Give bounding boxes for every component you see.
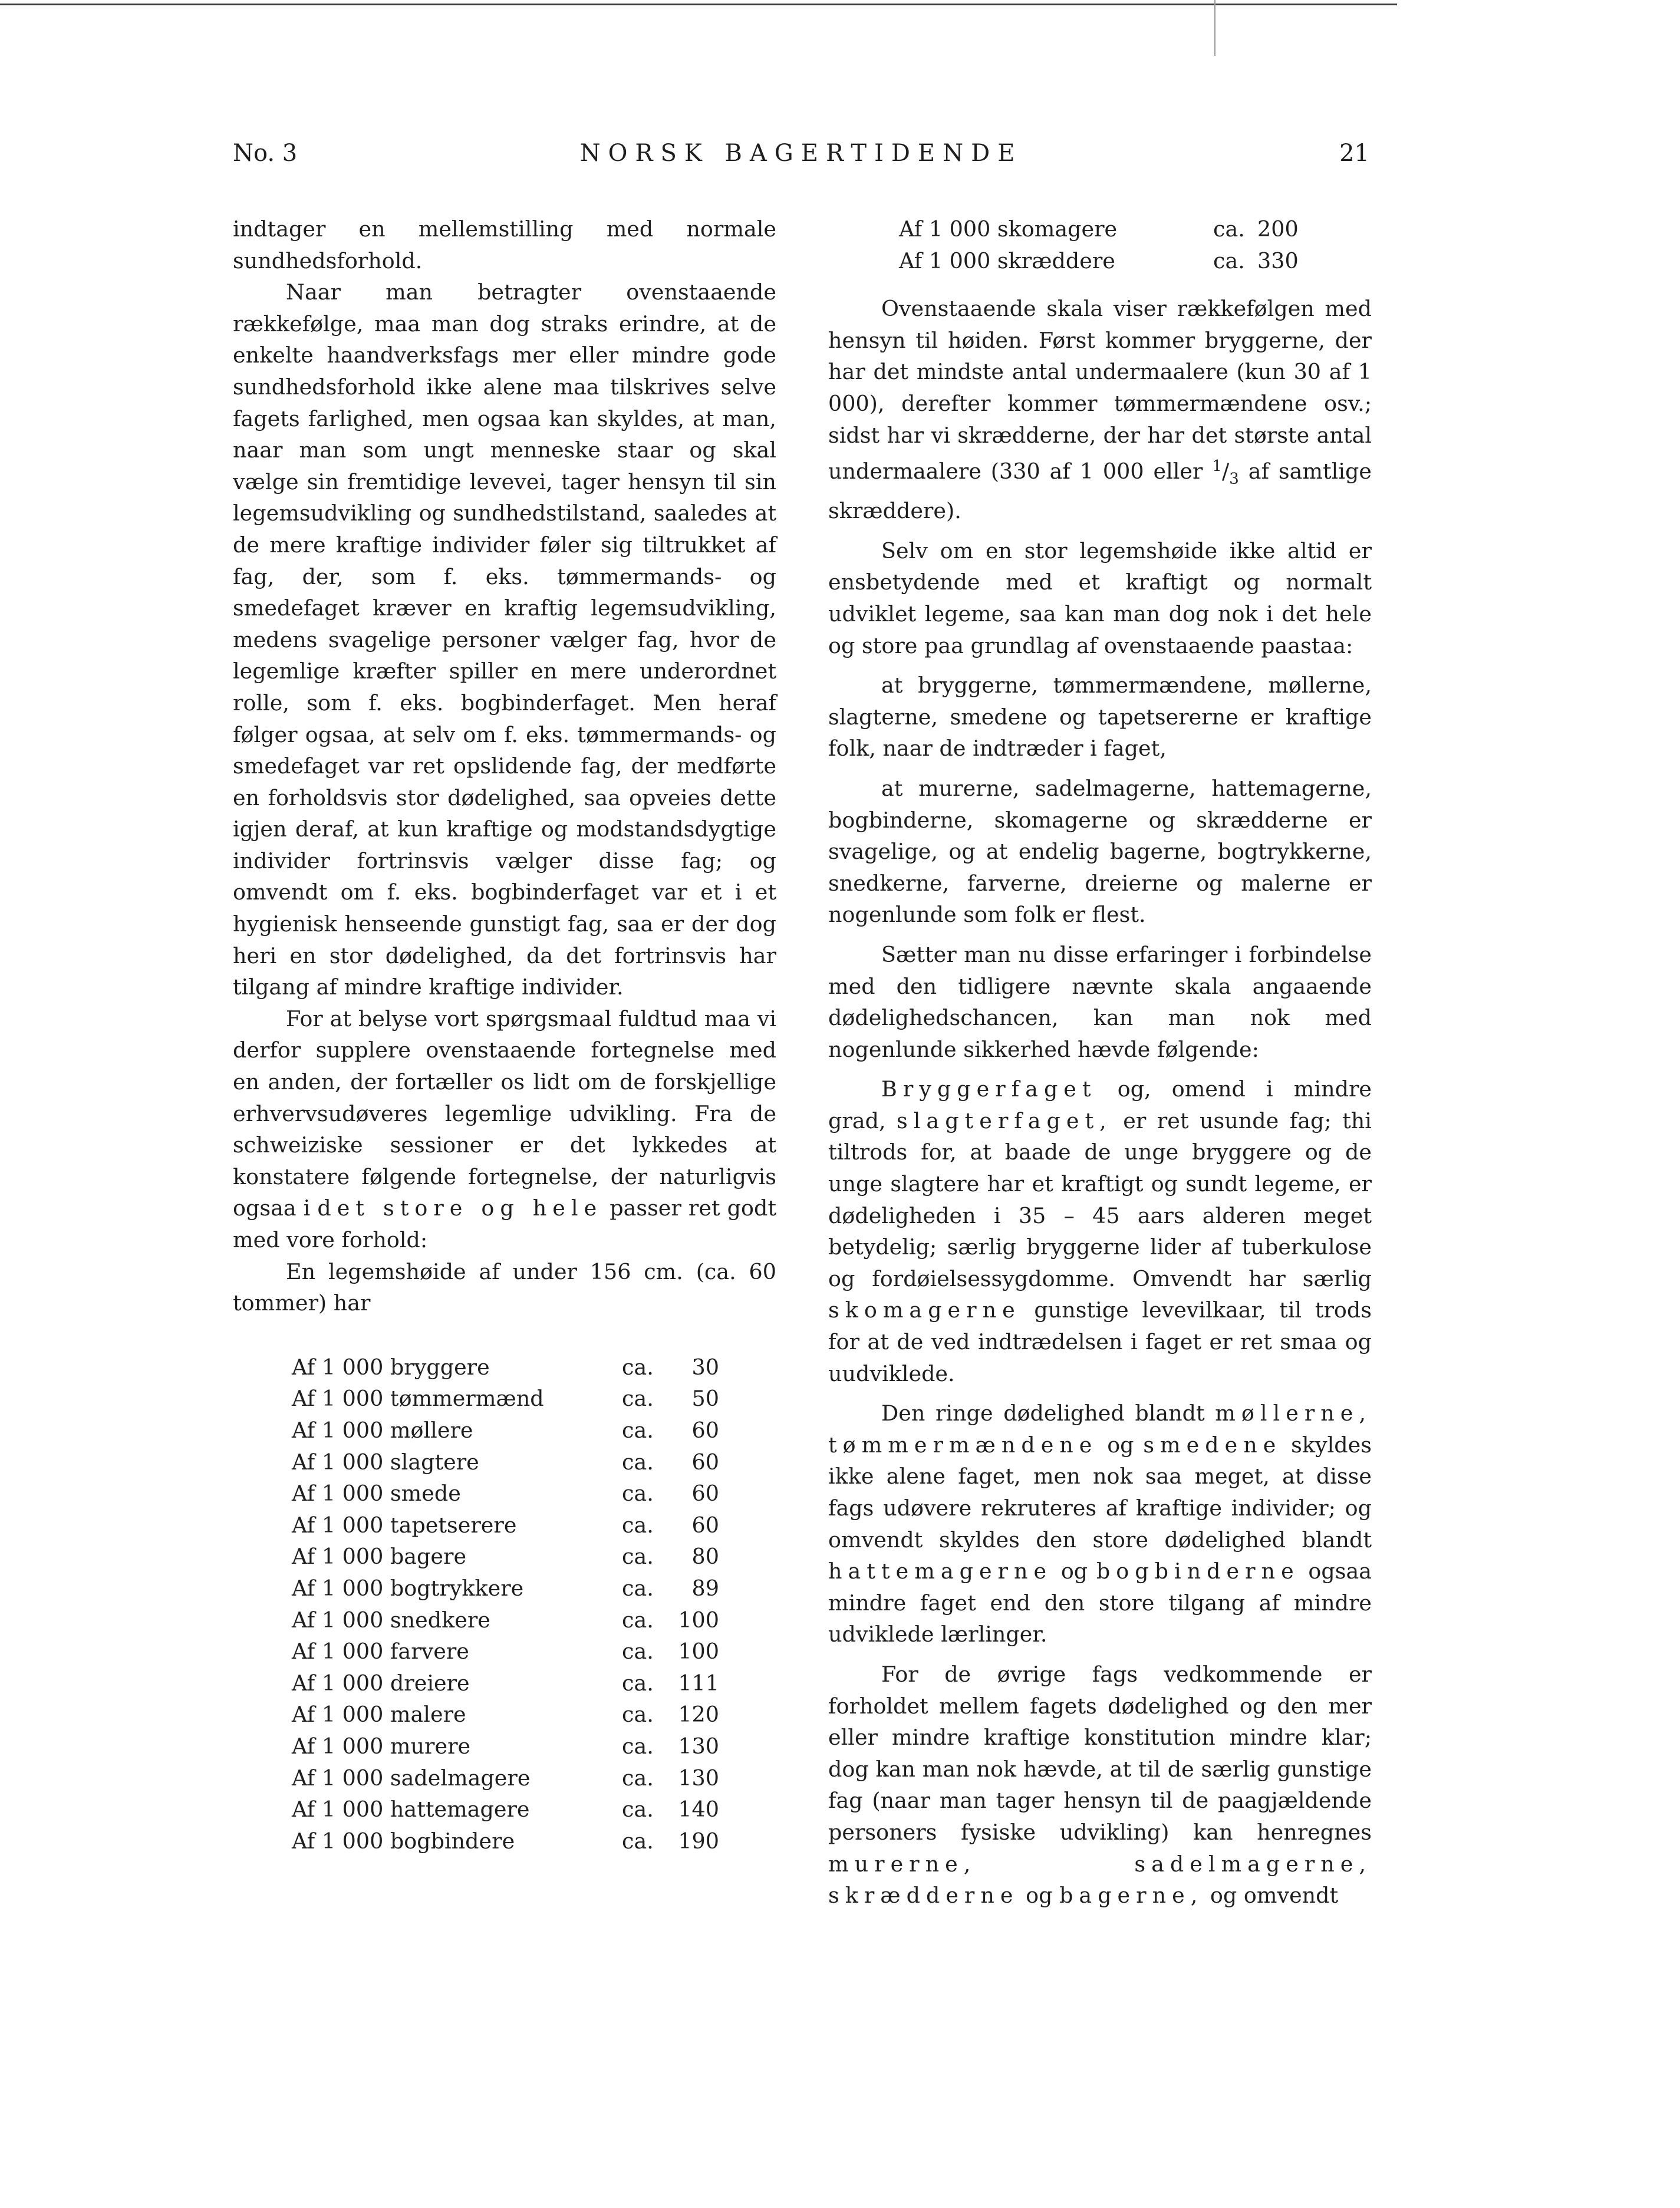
table-row: Af 1 000 bogtrykkere ca. 89 <box>292 1575 719 1601</box>
table-row: Af 1 000 murere ca. 130 <box>292 1733 719 1759</box>
spaced-emphasis: hattemagerne <box>828 1558 1053 1584</box>
spaced-emphasis: skomagerne <box>828 1297 1021 1323</box>
table-row: Af 1 000 farvere ca. 100 <box>292 1639 719 1665</box>
table-row: Af 1 000 hattemagere ca. 140 <box>292 1797 719 1823</box>
table-row: Af 1 000 skræddere ca. 330 <box>899 248 1299 273</box>
table-row: Af 1 000 slagtere ca. 60 <box>292 1449 719 1475</box>
height-statistics-table <box>233 1352 776 1857</box>
left-column <box>233 213 776 1857</box>
spaced-emphasis: murerne, sadelmagerne, skrædderne <box>828 1851 1372 1909</box>
paragraph: Naar man betragter ovenstaaende rækkefølge, maa man dog straks erindre, at de enkelte haandverksfags mer eller mindre gode sundhedsforhold ikke alene maa tilskrives selve fagets farlighed, men ogsaa kan skyldes, at man, naar man som ungt menneske staar og skal vælge sin fremtidige levevei, tager hensyn til sin legemsudvikling og sundhedstilstand, saaledes at de mere kraftige individer føler sig tiltrukket af fag, der, som f. eks. tømmermands- og smedefaget kræver en kraftig legemsudvikling, medens svagelige personer vælger fag, hvor de legemlige kræfter spiller en mere underordnet rolle, som f. eks. bogbinderfaget. Men heraf følger ogsaa, at selv om f. eks. tømmermands- og smedefaget var ret opslidende fag, der medførte en forholdsvis stor dødelighed, saa opveies dette igjen deraf, at kun kraftige og modstandsdygtige individer fortrinsvis vælger disse fag; og omvendt om f. eks. bogbinderfaget var et i et hygienisk henseende gunstigt fag, saa er der dog heri en stor dødelighed, da det fortrinsvis har tilgang af mindre kraftige individer. <box>233 279 776 1000</box>
table-row: Af 1 000 dreiere ca. 111 <box>292 1670 719 1696</box>
page-fold-mark <box>1214 0 1215 56</box>
table-row: Af 1 000 bryggere ca. 30 <box>292 1354 719 1380</box>
table-row: Af 1 000 smede ca. 60 <box>292 1481 719 1507</box>
paragraph: En legemshøide af under 156 cm. (ca. 60 tommer) har <box>233 1258 776 1316</box>
top-border-line <box>0 4 1397 5</box>
table-row: Af 1 000 møllere ca. 60 <box>292 1417 719 1443</box>
paragraph: indtager en mellemstilling med normale sundhedsforhold. <box>233 216 776 273</box>
paragraph: Den ringe dødelighed blandt møllerne, tømmermændene og smedene skyldes ikke alene faget, men nok saa meget, at disse fags udøvere rekruteres af kraftige individer; og omvendt skyldes den store dødelighed blandt hattemagerne og bogbinderne ogsaa mindre faget end den store tilgang af mindre udviklede lærlinger. <box>828 1400 1372 1647</box>
paragraph: For de øvrige fags vedkommende er forholdet mellem fagets dødelighed og den mer eller mindre kraftige konstitution mindre klar; dog kan man nok hævde, at til de særlig gunstige fag (naar man tager hensyn til de paagjældende personers fysiske udvikling) kan henregnes murerne, sadelmagerne, skrædderne og bagerne, og omvendt <box>828 1661 1372 1909</box>
paragraph: at bryggerne, tømmermændene, møllerne, slagterne, smedene og tapetsererne er kraftige folk, naar de indtræder i faget, <box>828 673 1372 762</box>
table-row: Af 1 000 skomagere ca. 200 <box>899 216 1299 242</box>
paragraph: Selv om en stor legemshøide ikke altid er ensbetydende med et kraftigt og normalt udviklet legeme, saa kan man dog nok i det hele og store paa grundlag af ovenstaaende paastaa: <box>828 538 1372 658</box>
publication-title: NORSK BAGERTIDENDE <box>579 140 1023 167</box>
spaced-emphasis: møllerne, tømmermændene <box>828 1400 1372 1458</box>
paragraph: at murerne, sadelmagerne, hattemagerne, bogbinderne, skomagerne og skrædderne er svagelige, og at endelig bagerne, bogtrykkerne, snedkerne, farverne, dreierne og malerne er nogenlunde som folk er flest. <box>828 775 1372 928</box>
paragraph: Sætter man nu disse erfaringer i forbindelse med den tidligere nævnte skala angaaende dødelighedschancen, kan man nok med nogenlunde sikkerhed hævde følgende: <box>828 941 1372 1062</box>
table-row: Af 1 000 sadelmagere ca. 130 <box>292 1765 719 1791</box>
paragraph: For at belyse vort spørgsmaal fuldtud maa vi derfor supplere ovenstaaende fortegnelse med en anden, der fortæller os lidt om de forskjellige erhvervsudøveres legemlige udvikling. Fra de schweiziske sessioner er det lykkedes at konstatere følgende fortegnelse, der naturligvis ogsaa i det store og hele passer ret godt med vore forhold: <box>233 1006 776 1253</box>
table-row: Af 1 000 tapetserere ca. 60 <box>292 1512 719 1538</box>
height-statistics-table-continued <box>828 213 1372 276</box>
table-row: Af 1 000 malere ca. 120 <box>292 1702 719 1728</box>
page-number: 21 <box>1339 140 1369 167</box>
right-column <box>828 213 1372 1912</box>
paragraph: Ovenstaaende skala viser rækkefølgen med hensyn til høiden. Først kommer bryggerne, der har det mindste antal undermaalere (kun 30 af 1 000), derefter kommer tømmermændene osv.; sidst har vi skrædderne, der har det største antal undermaalere (330 af 1 000 eller $^1/_3$ af samtlige skræddere). <box>828 296 1372 524</box>
table-row: Af 1 000 tømmermænd ca. 50 <box>292 1386 719 1412</box>
spaced-emphasis: det store og hele <box>317 1195 603 1221</box>
spaced-emphasis: bagerne, <box>1059 1883 1204 1909</box>
paragraph: Bryggerfaget og, omend i mindre grad, slagterfaget, er ret usunde fag; thi tiltrods for, at baade de unge bryggere og de unge slagtere har et kraftigt og sundt legeme, er dødeligheden i 35 – 45 aars alderen meget betydelig; særlig bryggerne lider af tuberkulose og fordøielsessygdomme. Omvendt har særlig skomagerne gunstige levevilkaar, til trods for at de ved indtrædelsen i faget er ret smaa og uudviklede. <box>828 1076 1372 1386</box>
spaced-emphasis: slagterfaget, <box>897 1108 1112 1133</box>
table-row: Af 1 000 snedkere ca. 100 <box>292 1607 719 1633</box>
table-row: Af 1 000 bogbindere ca. 190 <box>292 1828 719 1854</box>
spaced-emphasis: Bryggerfaget <box>881 1076 1097 1102</box>
spaced-emphasis: bogbinderne <box>1096 1558 1300 1584</box>
issue-number: No. 3 <box>233 140 298 167</box>
table-row: Af 1 000 bagere ca. 80 <box>292 1544 719 1570</box>
page-header <box>233 140 1369 175</box>
spaced-emphasis: smedene <box>1143 1432 1282 1458</box>
